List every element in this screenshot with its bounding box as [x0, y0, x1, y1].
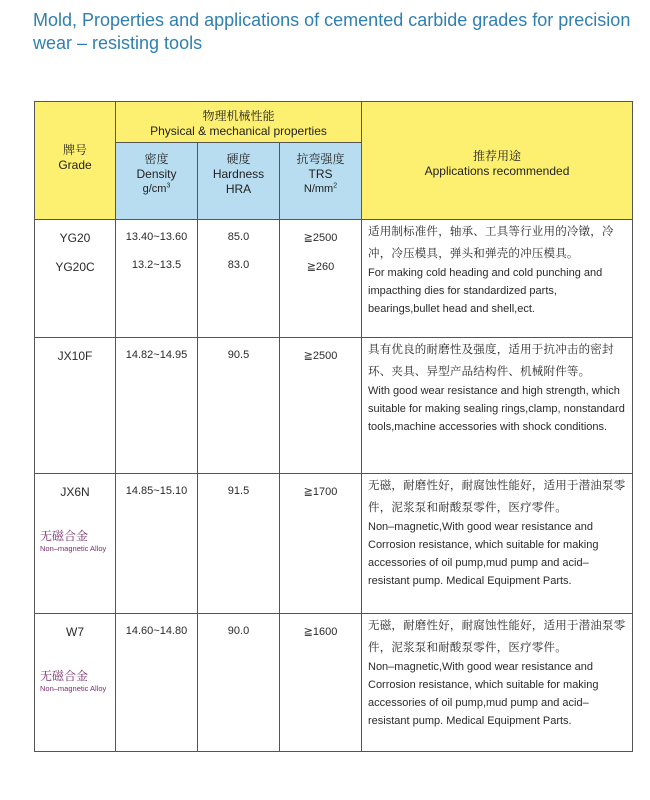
applications-header — [362, 102, 633, 220]
density-header-en: Density — [136, 167, 177, 181]
application-cell — [362, 220, 633, 338]
grade-name: W7 — [66, 625, 84, 639]
trs-unit: $N/mm^2$ — [303, 182, 338, 195]
properties-group-cn: 物理机械性能 — [202, 109, 275, 123]
application-text-en: For making cold heading and cold punching and impacthing dies for standardized parts, bearings,bullet head and shell,ect. — [368, 267, 603, 315]
grade-name: YG20C — [55, 260, 95, 274]
grade-cell — [35, 614, 116, 752]
hardness-header-cn: 硬度 — [226, 152, 251, 166]
application-text-cn: 无磁，耐磨性好，耐腐蚀性能好，适用于潜油泵零件，泥浆泵和耐酸泵零件，医疗零件。 — [368, 478, 626, 514]
page-title: Mold, Properties and applications of cemented carbide grades for precision wear – resisting tools — [33, 10, 631, 53]
hardness-unit: HRA — [225, 182, 252, 196]
trs-header-cn: 抗弯强度 — [296, 152, 345, 166]
trs-header — [280, 143, 362, 220]
density-value: 14.82~14.95 — [125, 349, 188, 361]
trs-cell — [280, 338, 362, 474]
hardness-value: 90.0 — [227, 625, 250, 637]
application-cell — [362, 338, 633, 474]
hardness-cell — [198, 338, 280, 474]
grade-cell — [35, 220, 116, 338]
density-header — [116, 143, 198, 220]
density-cell — [116, 474, 198, 614]
trs-value: ≧260 — [306, 261, 335, 273]
application-text-en: With good wear resistance and high strength, which suitable for making sealing rings,clamp, nonstandard tools,machine accessories with shock conditions. — [368, 385, 625, 433]
grade-header — [35, 102, 116, 220]
non-magnetic-label-cn: 无磁合金 — [40, 669, 89, 683]
application-text-en: Non–magnetic,With good wear resistance and Corrosion resistance, which suitable for making accessories of oil pump,mud pump and acid–resistant pump. Medical Equipment Parts. — [368, 521, 599, 587]
non-magnetic-label-cn: 无磁合金 — [40, 529, 89, 543]
trs-value: ≧2500 — [303, 350, 338, 362]
table-row — [35, 338, 633, 474]
hardness-value: 90.5 — [227, 349, 250, 361]
density-value: 14.85~15.10 — [125, 485, 188, 497]
hardness-header-en: Hardness — [212, 167, 265, 181]
application-text-cn: 无磁，耐磨性好，耐腐蚀性能好，适用于潜油泵零件，泥浆泵和耐酸泵零件，医疗零件。 — [368, 618, 626, 654]
application-cell — [362, 614, 633, 752]
applications-header-cn: 推荐用途 — [472, 149, 521, 163]
density-unit: $g/cm^3$ — [142, 182, 171, 195]
trs-cell — [280, 614, 362, 752]
carbide-grades-table — [34, 101, 633, 752]
trs-value: ≧1700 — [303, 486, 338, 498]
density-value: 13.2~13.5 — [131, 259, 182, 271]
properties-group-en: Physical & mechanical properties — [150, 124, 327, 138]
table-row — [35, 220, 633, 338]
trs-value: ≧2500 — [303, 232, 338, 244]
density-header-cn: 密度 — [144, 152, 169, 166]
grade-header-en: Grade — [58, 158, 92, 172]
non-magnetic-label-en: Non–magnetic Alloy — [40, 544, 107, 553]
table-row — [35, 474, 633, 614]
trs-cell — [280, 474, 362, 614]
application-text-cn: 适用制标准件，轴承、工具等行业用的冷镦，冷冲，冷压模具，弹头和弹壳的冲压模具。 — [368, 224, 614, 260]
trs-header-en: TRS — [308, 167, 333, 181]
density-cell — [116, 614, 198, 752]
hardness-value: 83.0 — [227, 259, 250, 271]
table-row — [35, 614, 633, 752]
hardness-cell — [198, 220, 280, 338]
hardness-cell — [198, 474, 280, 614]
non-magnetic-label-en: Non–magnetic Alloy — [40, 684, 107, 693]
hardness-value: 85.0 — [227, 231, 250, 243]
density-value: 13.40~13.60 — [125, 231, 188, 243]
density-cell — [116, 220, 198, 338]
application-text-en: Non–magnetic,With good wear resistance and Corrosion resistance, which suitable for making accessories of oil pump,mud pump and acid–resistant pump. Medical Equipment Parts. — [368, 661, 599, 727]
density-value: 14.60~14.80 — [125, 625, 188, 637]
grade-cell — [35, 474, 116, 614]
grade-name: JX10F — [57, 349, 93, 363]
hardness-header — [198, 143, 280, 220]
trs-cell — [280, 220, 362, 338]
grade-cell — [35, 338, 116, 474]
grade-name: JX6N — [60, 485, 90, 499]
application-cell — [362, 474, 633, 614]
grade-name: YG20 — [59, 231, 91, 245]
properties-group-header — [116, 102, 362, 143]
hardness-value: 91.5 — [227, 485, 250, 497]
application-text-cn: 具有优良的耐磨性及强度，适用于抗冲击的密封环、夹具、异型产品结构件、机械附件等。 — [368, 342, 614, 378]
trs-value: ≧1600 — [303, 626, 338, 638]
density-cell — [116, 338, 198, 474]
applications-header-en: Applications recommended — [424, 164, 570, 178]
hardness-cell — [198, 614, 280, 752]
grade-header-cn: 牌号 — [62, 143, 87, 157]
